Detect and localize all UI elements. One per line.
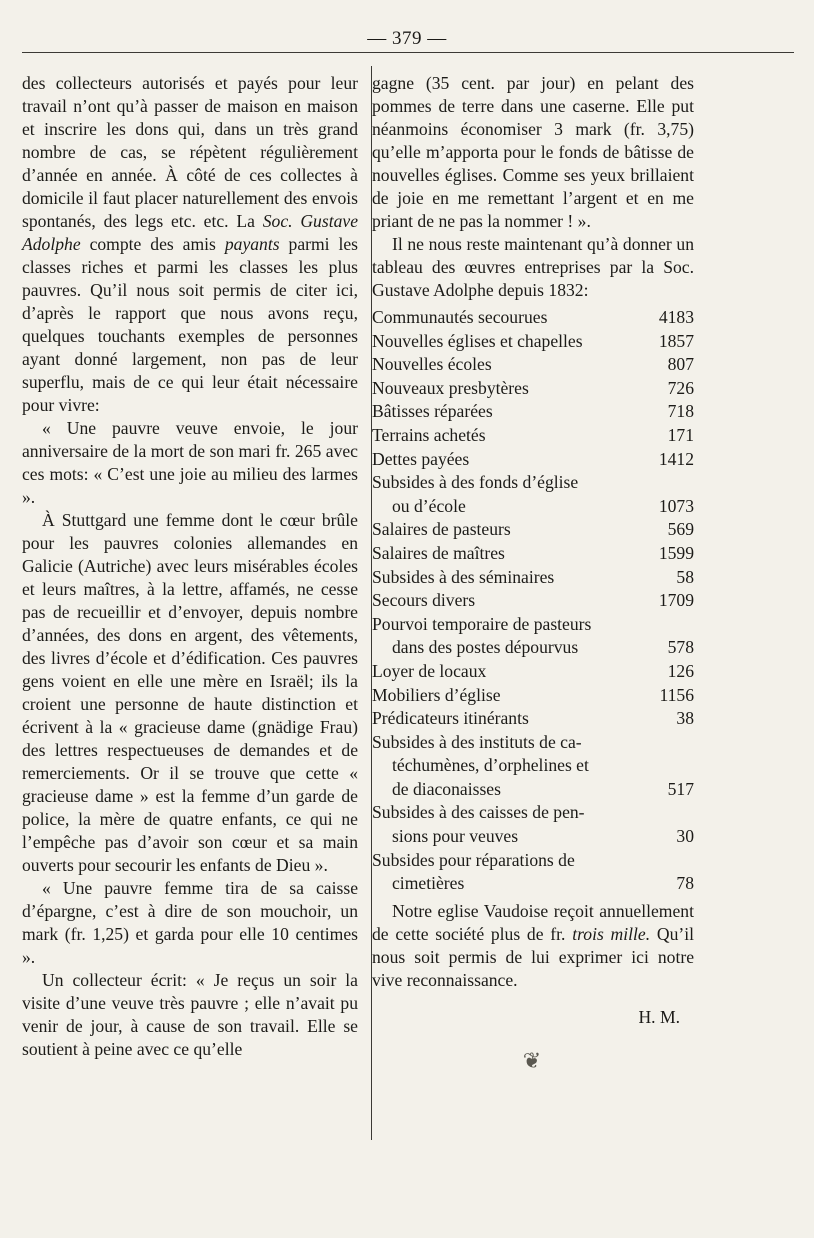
table-row (372, 518, 694, 542)
row-label-line: ou d’école (392, 495, 466, 516)
left-paragraph-2: « Une pauvre veuve envoie, le jour anniversaire de la mort de son mari fr. 265 avec ces mots: « C’est une joie au milieu des larmes ». (22, 418, 358, 507)
row-label-line: Pourvoi temporaire de pasteurs (372, 613, 592, 634)
page-number: — 379 — (367, 28, 447, 49)
table-row (372, 707, 694, 731)
table-row (372, 566, 694, 590)
row-label (372, 613, 662, 660)
row-value: 517 (667, 778, 694, 799)
table-row (372, 684, 694, 708)
table-row (372, 613, 694, 660)
row-label-line: Salaires de maîtres (372, 542, 505, 563)
row-label-line: Communautés secourues (372, 307, 548, 327)
row-value: 718 (667, 401, 694, 422)
row-value: 171 (667, 424, 694, 445)
table-row (372, 306, 694, 330)
row-label-line: Loyer de locaux (372, 660, 487, 681)
works-table (372, 306, 694, 896)
row-label (372, 306, 653, 330)
left-paragraph-1: des collecteurs autorisés et payés pour leur travail n’ont qu’à passer de maison en maison et inscrire les dons qui, dans un très grand nombre de cas, se répètent régulièrement d’année en année. À côté de ces collectes à domicile il faut placer naturellement des envois spontanés, des legs etc. etc. La Soc. Gustave Adolphe compte des amis payants parmi les classes riches et parmi les classes les plus pauvres. Qu’il nous soit permis de citer ici, d’après le rapport que nous avons reçu, quelques touchants exemples de personnes ayant donné largement, non pas de leur superflu, mais de ce qui leur était nécessaire pour vivre: (22, 73, 359, 415)
row-label-line: de diaconaisses (392, 778, 501, 799)
row-label (372, 448, 653, 472)
row-label-line: cimetières (392, 873, 465, 894)
table-row (372, 542, 694, 566)
row-label-line: téchumènes, d’orphelines et (392, 755, 589, 776)
table-row (372, 731, 694, 802)
right-paragraph-2: Il ne nous reste maintenant qu’à donner un tableau des œuvres entreprises par la Soc. Gustave Adolphe depuis 1832: (372, 234, 694, 300)
table-row (372, 849, 694, 896)
row-label-line: Bâtisses réparées (372, 401, 493, 422)
row-label-line: Nouveaux presbytères (372, 377, 529, 398)
row-value: 1073 (658, 495, 694, 516)
row-label (372, 684, 653, 708)
table-row (372, 801, 694, 848)
row-value: 1857 (658, 330, 694, 351)
row-label-line: Subsides à des séminaires (372, 566, 555, 587)
row-label (372, 330, 653, 354)
left-paragraph-3: À Stuttgard une femme dont le cœur brûle pour les pauvres colonies allemandes en Galicie (Autriche) avec leurs misérables écoles et leurs maîtres, à la lettre, affamés, ne cesse pas de recueillir et d’envoyer, depuis nombre d’années, des dons en argent, des vêtements, des livres d’école et d’édification. Ces pauvres gens voient en elle une mère en Israël; ils la croient une personne de haute distinction et écrivent à la « gracieuse dame (gnädige Frau) des lettres respectueuses de demandes et de remerciements. Or il se trouve que cette « gracieuse dame » est la femme d’un garde de police, la mère de quatre enfants, ce qui ne l’empêche pas d’avoir son cœur et sa main ouverts pour secourir les enfants de Dieu ». (22, 510, 358, 875)
table-row (372, 589, 694, 613)
table-row (372, 330, 694, 354)
table-row (372, 353, 694, 377)
row-label (372, 660, 662, 684)
society-name: Soc. Gustave Adolphe (22, 211, 359, 254)
signature: H. M. (638, 1006, 680, 1027)
row-label (372, 849, 670, 896)
row-label-line: Mobiliers d’église (372, 684, 501, 705)
row-value: 726 (667, 377, 694, 398)
row-value: 569 (667, 519, 694, 540)
closing-paragraph: Notre eglise Vaudoise reçoit annuellement de cette société plus de fr. trois mille. Qu’il nous soit permis de lui exprimer ici notre vive reconnaissance. (372, 900, 695, 990)
row-value: 4183 (658, 307, 694, 327)
row-label-line: sions pour veuves (392, 826, 519, 847)
table-row (372, 448, 694, 472)
row-label-line: Nouvelles écoles (372, 354, 492, 375)
row-label (372, 400, 662, 424)
row-label (372, 542, 653, 566)
row-label-line: Subsides à des caisses de pen- (372, 802, 585, 823)
row-value: 30 (676, 826, 694, 847)
row-label-line: Subsides pour réparations de (372, 849, 575, 870)
row-value: 578 (667, 637, 694, 658)
row-label (372, 801, 670, 848)
row-label-line: Prédicateurs itinérants (372, 708, 529, 729)
row-value: 1709 (658, 590, 694, 611)
ornament-icon: ❦ (522, 1047, 544, 1073)
left-paragraph-5: Un collecteur écrit: « Je reçus un soir la visite d’une veuve très pauvre ; elle n’avait pu venir de jour, à cause de son travail. Elle se soutient à peine avec ce qu’elle (22, 970, 358, 1059)
row-value: 1156 (659, 684, 694, 705)
row-label (372, 731, 662, 802)
row-label (372, 353, 662, 377)
header-rule (22, 52, 794, 53)
row-value: 1599 (658, 542, 694, 563)
table-row (372, 400, 694, 424)
row-label-line: Dettes payées (372, 448, 470, 469)
row-label-line: Secours divers (372, 590, 476, 611)
table-row (372, 471, 694, 518)
emphasis-payants: payants (224, 234, 280, 254)
row-label (372, 377, 662, 401)
row-value: 807 (667, 354, 694, 375)
row-value: 1412 (658, 448, 694, 469)
row-value: 126 (667, 660, 694, 681)
table-row (372, 377, 694, 401)
row-label (372, 424, 662, 448)
row-label (372, 566, 670, 590)
row-label (372, 589, 653, 613)
row-label-line: Terrains achetés (372, 424, 486, 445)
row-label-line: Nouvelles églises et chapelles (372, 330, 583, 351)
row-label (372, 518, 662, 542)
table-row (372, 424, 694, 448)
row-value: 58 (676, 566, 694, 587)
row-label-line: Salaires de pasteurs (372, 519, 511, 540)
row-value: 78 (676, 873, 694, 894)
left-paragraph-4: « Une pauvre femme tira de sa caisse d’épargne, c’est à dire de son mouchoir, un mark (fr. 1,25) et garda pour elle 10 centimes ». (22, 878, 358, 967)
table-row (372, 660, 694, 684)
left-column (22, 72, 358, 1061)
row-label-line: Subsides à des instituts de ca- (372, 731, 582, 752)
right-paragraph-1: gagne (35 cent. par jour) en pelant des pommes de terre dans une caserne. Elle put néanmoins économiser 3 mark (fr. 3,75) qu’elle m’apporta pour le fonds de bâtisse de nouvelles églises. Comme ses yeux brillaient de joie en me remettant l’argent et en me priant de ne pas la nommer ! ». (372, 73, 694, 231)
row-label-line: Subsides à des fonds d’église (372, 472, 579, 493)
emphasis-amount: trois mille. (572, 923, 651, 944)
row-label-line: dans des postes dépourvus (392, 637, 579, 658)
row-label (372, 707, 670, 731)
right-column (372, 72, 694, 1072)
row-value: 38 (676, 708, 694, 729)
row-label (372, 471, 653, 518)
